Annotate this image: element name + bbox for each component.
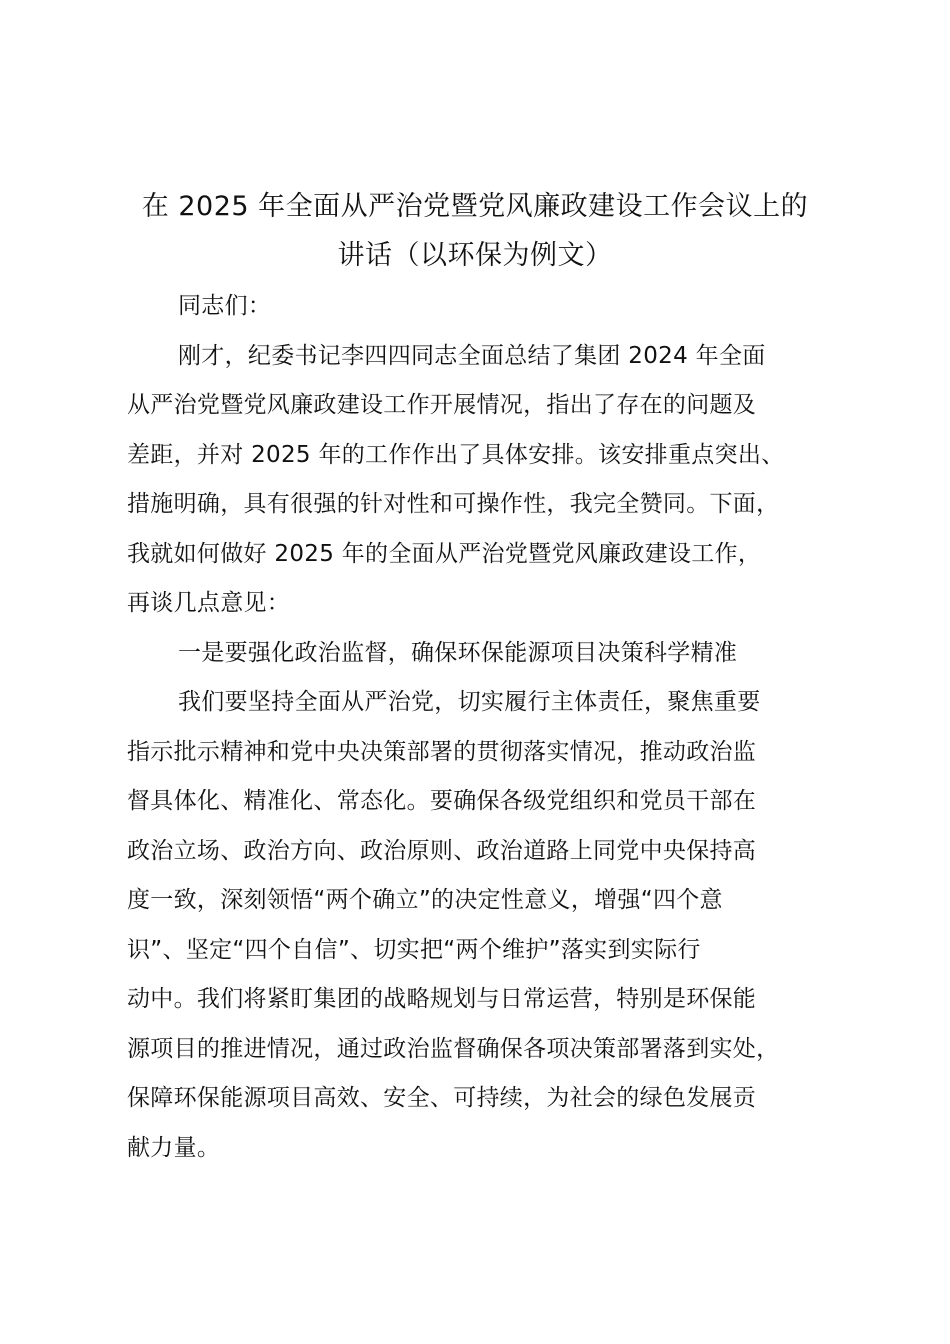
- document-title: [120, 182, 830, 280]
- paragraph-line: 刚才，纪委书记李四四同志全面总结了集团 2024 年全面: [178, 342, 766, 369]
- document-body: [127, 282, 867, 1173]
- paragraph-line: 指示批示精神和党中央决策部署的贯彻落实情况，推动政治监: [127, 738, 757, 765]
- paragraph-1: [127, 332, 867, 629]
- paragraph-line: 督具体化、精准化、常态化。要确保各级党组织和党员干部在: [127, 788, 757, 814]
- paragraph-line: 从严治党暨党风廉政建设工作开展情况，指出了存在的问题及: [127, 392, 757, 418]
- paragraph-line: 度一致，深刻领悟“两个确立”的决定性意义，增强“四个意: [127, 887, 723, 913]
- paragraph-line: 源项目的推进情况，通过政治监督确保各项决策部署落到实处，: [127, 1035, 780, 1062]
- paragraph-line: 识”、坚定“四个自信”、切实把“两个维护”落实到实际行: [127, 936, 701, 963]
- paragraph-line: 措施明确，具有很强的针对性和可操作性，我完全赞同。下面，: [127, 491, 780, 517]
- paragraph-line: 动中。我们将紧盯集团的战略规划与日常运营，特别是环保能: [127, 986, 757, 1012]
- paragraph-line: 我就如何做好 2025 年的全面从严治党暨党风廉政建设工作，: [127, 540, 762, 567]
- paragraph-line: 政治立场、政治方向、政治原则、政治道路上同党中央保持高: [127, 837, 757, 864]
- paragraph-line: 保障环保能源项目高效、安全、可持续，为社会的绿色发展贡: [127, 1085, 757, 1111]
- greeting: 同志们：: [178, 293, 272, 319]
- paragraph-line: 差距，并对 2025 年的工作作出了具体安排。该安排重点突出、: [127, 441, 785, 468]
- paragraph-line: 我们要坚持全面从严治党，切实履行主体责任，聚焦重要: [178, 689, 761, 715]
- title-line-2: 讲话（以环保为例文）: [337, 240, 613, 271]
- section-heading-1: 一是要强化政治监督，确保环保能源项目决策科学精准: [178, 639, 738, 666]
- paragraph-2: [127, 678, 867, 1173]
- paragraph-line: 再谈几点意见：: [127, 590, 291, 616]
- paragraph-line: 献力量。: [127, 1134, 221, 1161]
- title-line-1: 在 2025 年全面从严治党暨党风廉政建设工作会议上的: [141, 191, 809, 222]
